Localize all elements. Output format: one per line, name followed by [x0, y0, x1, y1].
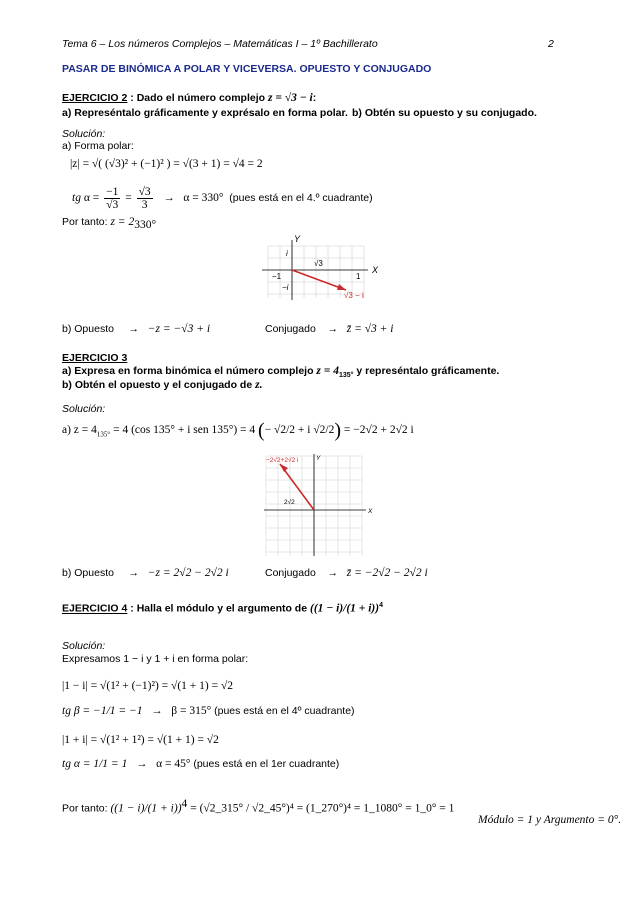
ex4-statement: : Halla el módulo y el argumento de — [130, 602, 308, 615]
ex3-part-a-suffix: y represéntalo gráficamente. — [356, 365, 500, 377]
ex3-origin-label: 2√2 — [284, 499, 295, 506]
ex4-por-tanto: Por tanto: — [62, 802, 108, 815]
header-title: Tema 6 – Los números Complejos – Matemáticas I – 1º Bachillerato — [62, 38, 378, 50]
ex4-label: EJERCICIO 4 — [62, 602, 128, 615]
page-number: 2 — [548, 38, 554, 50]
ex2-point-label: √3 − i — [344, 291, 364, 300]
ex4-solution-label: Solución: — [62, 640, 106, 652]
ex3-complex-plane — [262, 452, 374, 558]
ex2-conjugado: Conjugado → z̄ = √3 + i — [265, 323, 394, 335]
ex3-line-a-sub: 135° — [96, 430, 111, 439]
ex4-note1: (pues está en el 4º cuadrante) — [214, 705, 355, 717]
ex2-z: z = √3 − i — [267, 92, 313, 104]
ex4-tg1-line: tg β = −1/1 = −1 → β = 315° (pues está en el 4º cuadrante) — [62, 705, 355, 717]
ex3-x-label: X — [368, 508, 373, 515]
ex2-tick-pos1: 1 — [356, 272, 361, 281]
ex2-colon: : — [312, 92, 317, 104]
ex2-vector-arrowhead — [337, 284, 346, 290]
ex3-y-label: Y — [316, 455, 321, 462]
ex2-part-a: a) Represéntalo gráficamente y exprésalo en forma polar. — [62, 107, 348, 119]
ex3-conjugado-value: z̄ = −2√2 − 2√2 i — [346, 567, 428, 579]
ex2-vector — [292, 270, 346, 290]
ex3-part-a-sub: 135° — [338, 372, 354, 380]
ex4-result — [478, 814, 621, 826]
ex3-opuesto-label: b) Opuesto — [62, 567, 114, 579]
ex3-conjugado: Conjugado → z̄ = −2√2 − 2√2 i — [265, 567, 428, 579]
ex2-opuesto: b) Opuesto → −z = −√3 + i — [62, 323, 211, 335]
ex2-solution-label: Solución: — [62, 128, 106, 140]
ex2-i-bottom: −i — [282, 283, 289, 292]
ex3-opuesto-value: −z = 2√2 − 2√2 i — [147, 567, 229, 579]
ex3-line-a-result: = −2√2 + 2√2 i — [343, 424, 414, 436]
ex2-complex-plane — [252, 232, 384, 304]
ex2-result-sub: 330° — [134, 219, 157, 232]
ex3-line-a-mid: = 4 (cos 135° + i sen 135°) = 4 — [113, 424, 256, 436]
ex2-por-tanto-label: Por tanto: — [62, 216, 108, 228]
ex2-opuesto-label: b) Opuesto — [62, 323, 114, 335]
ex3-solution-label: Solución: — [62, 403, 106, 415]
ex2-tick-neg1: −1 — [272, 272, 282, 281]
ex3-line-a-prefix: a) z = 4 — [62, 424, 97, 436]
ex2-statement: : Dado el número complejo — [130, 92, 266, 104]
ex4-final-expression: ((1 − i)/(1 + i)) — [110, 802, 182, 815]
ex4-beta: β = 315° — [171, 705, 212, 717]
ex3-label: EJERCICIO 3 — [62, 352, 128, 364]
ex4-mod1: |1 − i| = √(1² + (−1)²) = √(1 + 1) = √2 — [62, 680, 234, 692]
section-title: PASAR DE BINÓMICA A POLAR Y VICEVERSA. OPUESTO Y CONJUGADO — [62, 63, 432, 75]
ex2-i-top: i — [286, 249, 288, 258]
ex4-tg2: tg α = 1/1 = 1 — [62, 758, 128, 770]
ex4-final-exponent: 4 — [181, 798, 188, 810]
ex3-part-b — [62, 379, 262, 391]
ex3-part-b-z: z. — [255, 379, 263, 391]
ex3-line-a-paren: − √2/2 + i √2/2 — [264, 424, 335, 436]
ex4-final-chain: = (√2_315° / √2_45°)⁴ = (1_270°)⁴ = 1_1080° = 1_0° = 1 — [190, 802, 455, 815]
ex4-alpha: α = 45° — [156, 758, 191, 770]
ex3-part-b-text: b) Obtén el opuesto y el conjugado de — [62, 379, 253, 391]
ex2-alpha: α = 330° — [183, 192, 224, 205]
ex2-tg-note: (pues está en el 4.º cuadrante) — [229, 192, 373, 205]
ex3-part-a — [62, 365, 499, 379]
ex3-line-a: a) $z = 4_{135^\circ} = 4$ (cos 135° + i sen 135°) = 4 (− √2/2 + i √2/2) = −2√2 + 2√2 i — [62, 419, 414, 442]
ex4-note2: (pues está en el 1er cuadrante) — [193, 758, 340, 770]
ex2-por-tanto — [62, 216, 156, 231]
ex2-heading — [62, 92, 316, 104]
ex3-opuesto: b) Opuesto → −z = 2√2 − 2√2 i — [62, 567, 229, 579]
ex4-mod2: |1 + i| = √(1² + 1²) = √(1 + 1) = √2 — [62, 734, 219, 746]
ex2-conjugado-value: z̄ = √3 + i — [346, 323, 394, 335]
ex2-sqrt3-label: √3 — [314, 259, 323, 268]
ex4-argumento: y Argumento = 0°. — [535, 814, 622, 826]
ex2-label: EJERCICIO 2 — [62, 92, 128, 104]
ex4-expression: ((1 − i)/(1 + i)) — [310, 602, 380, 615]
ex4-modulo: Módulo = 1 — [478, 814, 534, 826]
ex2-opuesto-value: −z = −√3 + i — [147, 323, 211, 335]
ex2-result: z = 2 — [110, 216, 135, 228]
ex2-conjugado-label: Conjugado — [265, 323, 316, 335]
ex2-polar-label: a) Forma polar: — [62, 140, 134, 152]
ex4-final — [62, 798, 454, 815]
ex2-x-label: X — [372, 265, 379, 275]
ex2-part-b: b) Obtén su opuesto y su conjugado. — [352, 107, 537, 119]
ex2-modulus: |z| = √( (√3)² + (−1)² ) = √(3 + 1) = √4 = 2 — [70, 158, 263, 170]
ex4-exponent: 4 — [379, 602, 383, 609]
ex3-part-a-prefix: a) Expresa en forma binómica el número complejo — [62, 365, 314, 377]
ex4-tg2-line: tg α = 1/1 = 1 → α = 45° (pues está en el 1er cuadrante) — [62, 758, 340, 770]
ex3-conjugado-label: Conjugado — [265, 567, 316, 579]
ex4-intro: Expresamos 1 − i y 1 + i en forma polar: — [62, 653, 249, 665]
ex2-y-label: Y — [294, 234, 301, 244]
ex2-tg-line: tg α = $\frac{-1}{√3}$ = $\frac{√3}{3}$ → α = 330° (pues está en el 4.º cuadrante) — [72, 186, 373, 211]
ex3-point-label: −2√2+2√2 i — [266, 457, 299, 464]
ex4-tg1: tg β = −1/1 = −1 — [62, 705, 143, 717]
ex3-part-a-z: z = 4 — [316, 365, 339, 377]
ex4-heading — [62, 602, 383, 615]
